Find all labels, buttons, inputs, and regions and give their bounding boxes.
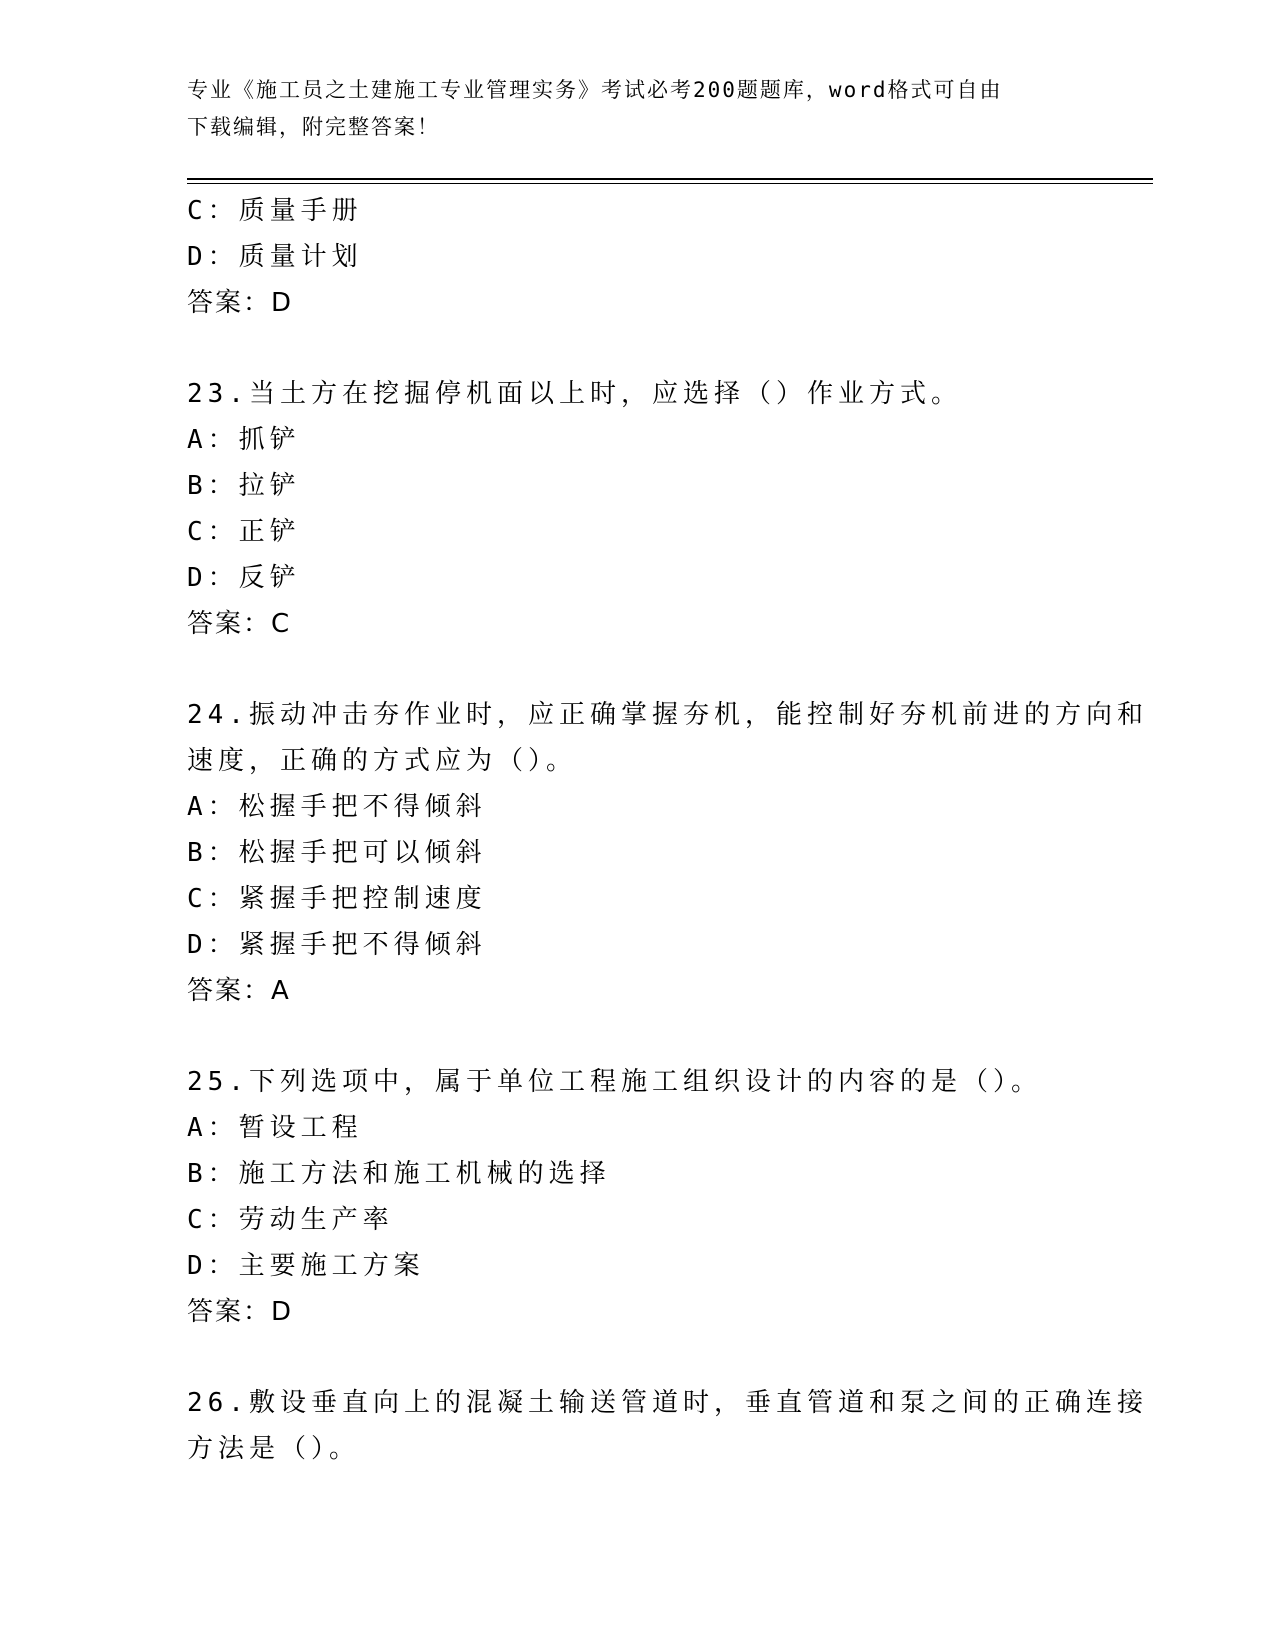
question-25: [187, 1059, 1087, 1335]
spacer: [187, 1335, 1087, 1380]
option-a: A：松握手把不得倾斜: [187, 792, 487, 822]
question-stem-line-1: 24.振动冲击夯作业时，应正确掌握夯机，能控制好夯机前进的方向和: [187, 700, 1148, 730]
option-d: D：主要施工方案: [187, 1251, 425, 1281]
option-c: C：劳动生产率: [187, 1205, 394, 1235]
answer: 答案：D: [187, 288, 294, 318]
header-rule-thick: [187, 178, 1153, 180]
header-rule-thin: [187, 183, 1153, 184]
spacer: [187, 326, 1087, 371]
answer: 答案：A: [187, 976, 291, 1006]
option-d: D：反铲: [187, 563, 301, 593]
answer: 答案：C: [187, 609, 292, 639]
document-header: [187, 72, 1067, 146]
option-c: C：正铲: [187, 517, 301, 547]
option-b: B：施工方法和施工机械的选择: [187, 1159, 611, 1189]
answer: 答案：D: [187, 1297, 294, 1327]
option-d: D：质量计划: [187, 242, 363, 272]
question-24: [187, 692, 1148, 1014]
option-c: C：紧握手把控制速度: [187, 884, 487, 914]
header-line-2: 下载编辑，附完整答案！: [187, 115, 440, 139]
spacer: [187, 647, 1087, 692]
option-b: B：拉铲: [187, 471, 301, 501]
question-stem-line-2: 速度，正确的方式应为（）。: [187, 746, 578, 776]
option-a: A：抓铲: [187, 425, 301, 455]
option-d: D：紧握手把不得倾斜: [187, 930, 487, 960]
question-26: [187, 1380, 1148, 1472]
question-23: [187, 371, 1087, 647]
question-stem-line-1: 26.敷设垂直向上的混凝土输送管道时，垂直管道和泵之间的正确连接: [187, 1388, 1148, 1418]
question-stem: 25.下列选项中，属于单位工程施工组织设计的内容的是（）。: [187, 1067, 1042, 1097]
question-stem: 23.当土方在挖掘停机面以上时，应选择（）作业方式。: [187, 379, 962, 409]
question-stem-line-2: 方法是（）。: [187, 1434, 361, 1464]
option-b: B：松握手把可以倾斜: [187, 838, 487, 868]
option-c: C：质量手册: [187, 196, 363, 226]
header-line-1: 专业《施工员之土建施工专业管理实务》考试必考200题题库，word格式可自由: [187, 78, 1003, 102]
option-a: A：暂设工程: [187, 1113, 363, 1143]
spacer: [187, 1014, 1087, 1059]
question-list: [187, 188, 1148, 1472]
question-22: [187, 188, 1087, 326]
